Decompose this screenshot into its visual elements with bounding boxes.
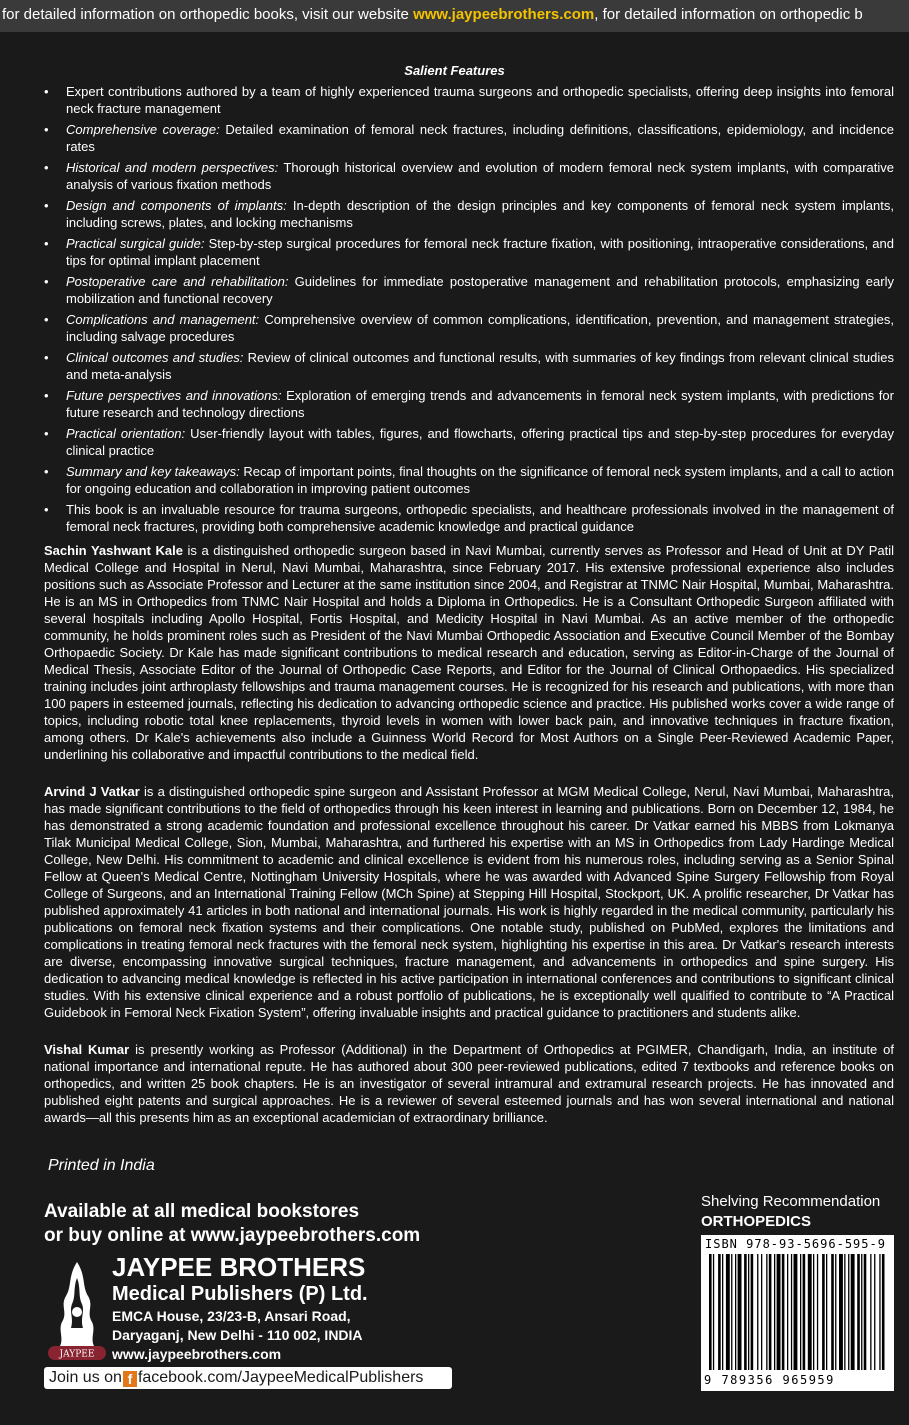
feature-text: Exploration of emerging trends and advancements in femoral neck system implants, with predictions for future research and technology directions [66,388,894,420]
barcode-bar [794,1254,798,1370]
availability-line-2: or buy online at www.jaypeebrothers.com [44,1225,421,1246]
feature-lead: Summary and key takeaways: [66,464,240,479]
barcode-bar [848,1254,849,1370]
barcode-bar [870,1254,871,1370]
feature-text: Guidelines for immediate postoperative management and rehabilitation protocols, emphasizing early mobilization and functional recovery [66,274,894,306]
barcode-bar [808,1254,812,1370]
top-banner [0,0,909,32]
facebook-icon: f [123,1371,137,1387]
bio-kale [44,542,894,763]
barcode-bar [826,1254,827,1370]
author-bios [44,542,894,1146]
bio-kumar [44,1041,894,1126]
barcode-bar [726,1254,730,1370]
barcode-bar [731,1254,732,1370]
barcode-bar [757,1254,758,1370]
author-name: Arvind J Vatkar [44,784,140,799]
barcode-bar [769,1254,772,1370]
barcode-bar [803,1254,806,1370]
barcode-bar [851,1254,855,1370]
feature-lead: Practical orientation: [66,426,186,441]
publisher-name: JAYPEE BROTHERS [112,1252,366,1282]
feature-lead: Practical surgical guide: [66,236,205,251]
barcode-bar [744,1254,747,1370]
feature-item [44,349,894,383]
features-title: Salient Features [404,63,505,78]
barcode-bar [835,1254,836,1370]
publisher-logo-icon [46,1258,108,1362]
feature-text: Thorough historical overview and evolution of modern femoral neck system implants, with comparative analysis of various fixation methods [66,160,894,192]
feature-item [44,235,894,269]
feature-text: Step-by-step surgical procedures for femoral neck fracture fixation, with positioning, intraoperative considerations, and tips for optimal implant placement [66,236,894,268]
feature-text: Expert contributions authored by a team of highly experienced trauma surgeons and orthopedic specialists, offering deep insights into femoral neck fracture management [66,84,894,116]
barcode-bar [800,1254,801,1370]
barcode-bar [735,1254,736,1370]
shelving-category: ORTHOPEDICS [701,1213,812,1230]
feature-item [44,273,894,307]
shelving-recommendation [701,1192,880,1232]
feature-item [44,311,894,345]
barcode-bar [857,1254,860,1370]
facebook-join-bar[interactable] [44,1367,452,1389]
feature-item [44,83,894,117]
feature-text: Recap of important points, final thoughts on the significance of femoral neck system implants, and a call to action for ongoing education and collaboration in improving patient outcomes [66,464,895,496]
barcode-bar [864,1254,867,1370]
feature-item [44,159,894,193]
author-name: Sachin Yashwant Kale [44,543,183,558]
barcode-bar [791,1254,792,1370]
printed-in: Printed in India [48,1157,155,1174]
features-list [44,83,894,539]
author-name: Vishal Kumar [44,1042,130,1057]
barcode-bar [861,1254,862,1370]
banner-url[interactable]: www.jaypeebrothers.com [413,6,595,23]
barcode-bars [709,1254,886,1372]
publisher-website[interactable]: www.jaypeebrothers.com [112,1346,282,1362]
publisher-address-1: EMCA House, 23/23-B, Ansari Road, [112,1308,351,1324]
join-prefix: Join us on [49,1369,122,1386]
feature-item [44,425,894,459]
barcode-bar [879,1254,880,1370]
feature-item [44,197,894,231]
bio-text: is a distinguished orthopedic surgeon based in Navi Mumbai, currently serves as Professor and Head of Unit at DY Patil Medical College and Hospital in Nerul, Navi Mumbai, Maharashtra, since February 2017. His extensive professional experience also includes positions such as Associate Professor and Lecturer at the same institution since 2004, and Registrar at TNMC Nair Hospital, Mumbai, Maharashtra. He is an MS in Orthopedics from TNMC Nair Hospital and holds a Diploma in Orthopedics. He is a Consultant Orthopedic Surgeon affiliated with several hospitals including Apollo Hospital, Fortis Hospital, and Medicity Hospital in Navi Mumbai. As an active member of the orthopedic community, he holds prominent roles such as President of the Navi Mumbai Orthopedic Association and Executive Council Member of the Bombay Orthopaedic Society. Dr Kale has made significant contributions to medical research and education, serving as Editor-in-Charge of the Journal of Medical Thesis, Associate Editor of the Journal of Orthopedic Case Reports, and Editor for the Journal of Clinical Orthopaedics. His specialized training includes joint arthroplasty fellowships and trauma management courses. He is recognized for his research and publications, with more than 100 papers in esteemed journals, reflecting his dedication to advancing orthopedic science and practice. His published works cover a wide range of topics, including robotic total knee replacements, thyroid levels in women with lower back pain, and innovative techniques in fracture fixation, among others. Dr Kale's achievements also include a Guinness World Record for Most Authors on a Single Peer-Reviewed Academic Paper, underlining his collaborative and impactful contributions to the medical field. [44,543,894,762]
barcode-bar [748,1254,749,1370]
barcode-bar [817,1254,818,1370]
barcode-bar [831,1254,834,1370]
availability-line-1: Available at all medical bookstores [44,1201,360,1222]
feature-text: Review of clinical outcomes and functional results, with summaries of key findings from relevant clinical studies and meta-analysis [66,350,895,382]
feature-lead: Complications and management: [66,312,260,327]
publisher-subtitle: Medical Publishers (P) Ltd. [112,1283,368,1305]
logo-text: JAYPEE [59,1349,95,1360]
barcode-bar [822,1254,825,1370]
banner-prefix: for detailed information on orthopedic books, visit our website [2,6,414,23]
publisher-block [112,1253,368,1364]
isbn-barcode [701,1235,894,1391]
barcode-bar [782,1254,785,1370]
barcode-bar [777,1254,781,1370]
barcode-bar [722,1254,723,1370]
feature-item [44,387,894,421]
feature-text: In-depth description of the design principles and key components of femoral neck system implants, including screws, plates, and locking mechanisms [66,198,894,230]
feature-item [44,463,894,497]
barcode-bar [813,1254,814,1370]
feature-item [44,121,894,155]
isbn-text: ISBN 978-93-5696-595-9 [705,1237,886,1251]
banner-suffix: , for detailed information on orthopedic b [594,6,863,23]
barcode-bar [766,1254,767,1370]
bio-text: is a distinguished orthopedic spine surgeon and Assistant Professor at MGM Medical College, Nerul, Navi Mumbai, Maharashtra, has made significant contributions to the field of orthopedics through his keen interest in learning and publications. Born on December 12, 1984, he has demonstrated a strong academic foundation and professional excellence throughout his career. Dr Vatkar earned his MBBS from Lokmanya Tilak Municipal Medical College, Sion, Mumbai, Maharashtra, and furthered his expertise with an MS in Orthopedics from Lady Hardinge Medical College, New Delhi. His commitment to academic and clinical excellence is evident from his numerous roles, including serving as a Senior Spinal Fellow at Queen's Medical Centre, Nottingham University Hospitals, where he was awarded with Advanced Spine Surgery Fellowship from Royal College of Surgeons, and an International Training Fellow (MCh Spine) at Stepping Hill Hospital, Stockport, UK. A prolific researcher, Dr Vatkar has published approximately 41 articles in both national and international journals. His work is highly regarded in the medical community, particularly his publications on femoral neck fixation systems and their complications. One notable study, published on PubMed, explores the limitations and complications in treating femoral neck fractures with the femoral neck system, highlighting his expertise in this area. Dr Vatkar's research interests are diverse, encompassing innovative surgical techniques, fracture management, and advancements in orthopedics and spine surgery. His dedication to advancing medical knowledge is reflected in his active participation in international conferences and contributions to significant clinical studies. With his extensive clinical experience and a robust portfolio of publications, he is exceptionally well qualified to contribute to “A Practical Guidebook in Femoral Neck Fixation System”, offering invaluable insights and practical guidance to practitioners and students alike. [44,784,894,1020]
feature-text: User-friendly layout with tables, figures, and flowcharts, offering practical tips and step-by-step procedures for everyday clinical practice [66,426,894,458]
shelving-label: Shelving Recommendation [701,1193,881,1210]
barcode-bar [874,1254,875,1370]
feature-lead: Future perspectives and innovations: [66,388,282,403]
feature-text: This book is an invaluable resource for trauma surgeons, orthopedic specialists, and healthcare professionals involved in the management of femoral neck fractures, providing both comprehensive academic knowledge and practical guidance [66,502,894,534]
feature-text: Detailed examination of femoral neck fractures, including definitions, classifications, epidemiology, and incidence rates [66,122,895,154]
barcode-digits: 9 789356 965959 [704,1373,835,1387]
feature-lead: Clinical outcomes and studies: [66,350,244,365]
barcode-bar [844,1254,845,1370]
barcode-bar [787,1254,788,1370]
feature-lead: Postoperative care and rehabilitation: [66,274,289,289]
publisher-address-2: Daryaganj, New Delhi - 110 002, INDIA [112,1327,363,1343]
barcode-bar [761,1254,762,1370]
barcode-bar [774,1254,775,1370]
barcode-bar [839,1254,843,1370]
feature-lead: Design and components of implants: [66,198,287,213]
feature-item [44,501,894,535]
barcode-bar [718,1254,721,1370]
barcode-bar [738,1254,742,1370]
barcode-bar [751,1254,754,1370]
barcode-bar [709,1254,712,1370]
availability-notice [44,1200,420,1248]
barcode-bar [882,1254,885,1370]
bio-vatkar [44,783,894,1021]
bio-text: is presently working as Professor (Additional) in the Department of Orthopedics at PGIMER, Chandigarh, India, an institute of national importance and international repute. He has authored about 300 peer-reviewed publications, edited 7 textbooks and reference books on orthopedics, and written 25 book chapters. He is an investigator of several intramural and extramural research projects. He has innovated and published eight patents and surgical approaches. He is a reviewer of several esteemed journals and has won several international and national awards—all this presents him as an exceptional academician of extraordinary brilliance. [44,1042,894,1125]
feature-lead: Comprehensive coverage: [66,122,220,137]
facebook-url[interactable]: facebook.com/JaypeeMedicalPublishers [137,1369,424,1386]
feature-text: Comprehensive overview of common complications, identification, prevention, and management strategies, including salvage procedures [66,312,894,344]
barcode-bar [713,1254,714,1370]
feature-lead: Historical and modern perspectives: [66,160,279,175]
